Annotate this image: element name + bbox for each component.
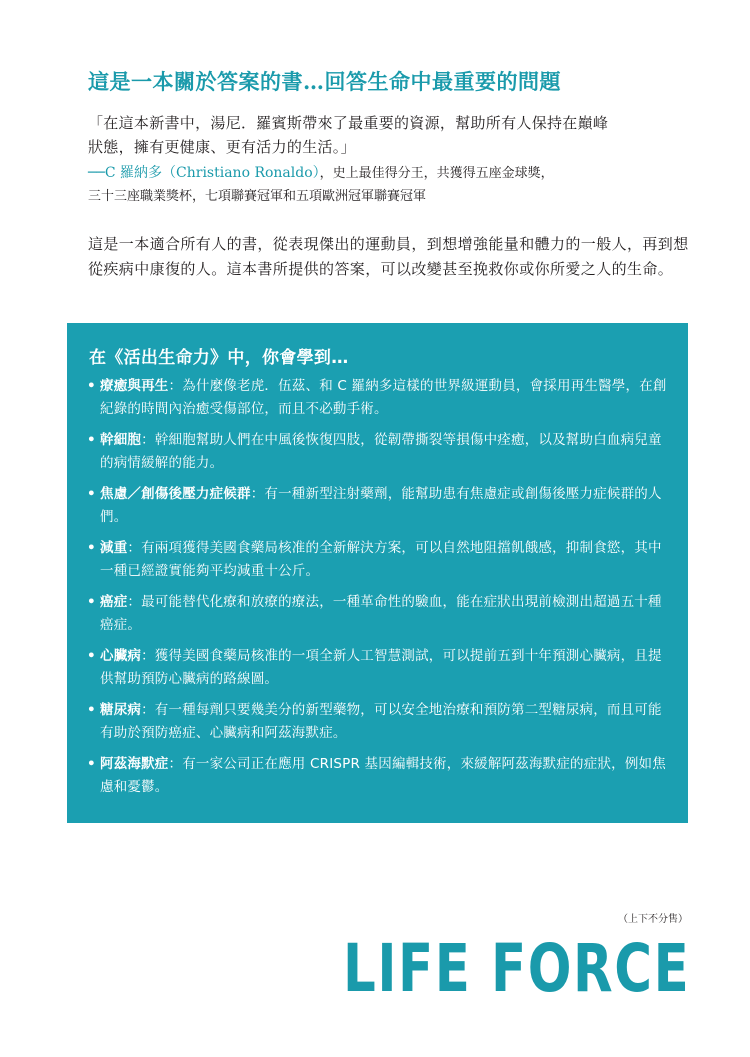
bullet-icon: • [87, 540, 96, 556]
item-text: ：有兩項獲得美國食藥局核准的全新解決方案，可以自然地阻擋飢餓感，抑制食慾，其中一種已經證實能夠平均減重十公斤。 [100, 540, 662, 579]
endorsement-quote [88, 111, 688, 159]
list-item [87, 429, 672, 475]
quote-line: 狀態，擁有更健康、更有活力的生活。」 [88, 138, 356, 156]
item-text: ：獲得美國食藥局核准的一項全新人工智慧測試，可以提前五到十年預測心臟病，且提供幫助預防心臟病的路線圖。 [100, 648, 662, 687]
list-item [87, 483, 672, 529]
item-term: 癌症 [100, 594, 128, 610]
list-item [87, 537, 672, 583]
bullet-icon: • [87, 432, 96, 448]
bullet-icon: • [87, 486, 96, 502]
list-item [87, 753, 672, 799]
learn-panel [67, 323, 688, 823]
item-term: 心臟病 [100, 648, 142, 664]
item-term: 糖尿病 [100, 702, 142, 718]
bullet-icon: • [87, 702, 96, 718]
list-item [87, 591, 672, 637]
item-term: 焦慮／創傷後壓力症候群 [100, 486, 251, 502]
bullet-icon: • [87, 594, 96, 610]
learn-list [87, 375, 672, 807]
bullet-icon: • [87, 378, 96, 394]
quote-line: 「在這本新書中，湯尼．羅賓斯帶來了最重要的資源，幫助所有人保持在巔峰 [88, 114, 609, 132]
brand-logo: LIFE FORCE [342, 930, 690, 1007]
bullet-icon: • [87, 756, 96, 772]
intro-paragraph: 這是一本適合所有人的書，從表現傑出的運動員，到想增強能量和體力的一般人，再到想從疾病中康復的人。這本書所提供的答案，可以改變甚至挽救你或你所愛之人的生命。 [88, 235, 689, 278]
list-item [87, 645, 672, 691]
bullet-icon: • [87, 648, 96, 664]
item-text: ：有一家公司正在應用 CRISPR 基因編輯技術，來緩解阿茲海默症的症狀，例如焦慮和憂鬱。 [100, 756, 666, 795]
sale-notice: （上下不分售） [618, 914, 688, 925]
item-term: 減重 [100, 540, 128, 556]
attribution-name: ──C 羅納多（Christiano Ronaldo） [88, 165, 320, 181]
item-text: ：有一種每劑只要幾美分的新型藥物，可以安全地治療和預防第二型糖尿病，而且可能有助於預防癌症、心臟病和阿茲海默症。 [100, 702, 662, 741]
item-text: ：最可能替代化療和放療的療法，一種革命性的驗血，能在症狀出現前檢測出超過五十種癌症。 [100, 594, 662, 633]
item-text: ：為什麼像老虎．伍茲、和 C 羅納多這樣的世界級運動員，會採用再生醫學，在創紀錄的時間內治癒受傷部位，而且不必動手術。 [100, 378, 667, 417]
panel-title: 在《活出生命力》中，你會學到… [89, 348, 349, 368]
list-item [87, 699, 672, 745]
item-text: ：有一種新型注射藥劑，能幫助患有焦慮症或創傷後壓力症候群的人們。 [100, 486, 662, 525]
attribution-description-2: 三十三座職業獎杯，七項聯賽冠軍和五項歐洲冠軍聯賽冠軍 [88, 189, 427, 204]
list-item [87, 375, 672, 421]
item-text: ：幹細胞幫助人們在中風後恢復四肢，從韌帶撕裂等損傷中痊癒，以及幫助白血病兒童的病情緩解的能力。 [100, 432, 662, 471]
item-term: 幹細胞 [100, 432, 142, 448]
quote-attribution [88, 162, 698, 185]
headline: 這是一本關於答案的書…回答生命中最重要的問題 [88, 69, 561, 94]
item-term: 療癒與再生 [100, 378, 169, 394]
item-term: 阿茲海默症 [100, 756, 169, 772]
attribution-description: ，史上最佳得分王，共獲得五座金球獎， [319, 166, 554, 181]
